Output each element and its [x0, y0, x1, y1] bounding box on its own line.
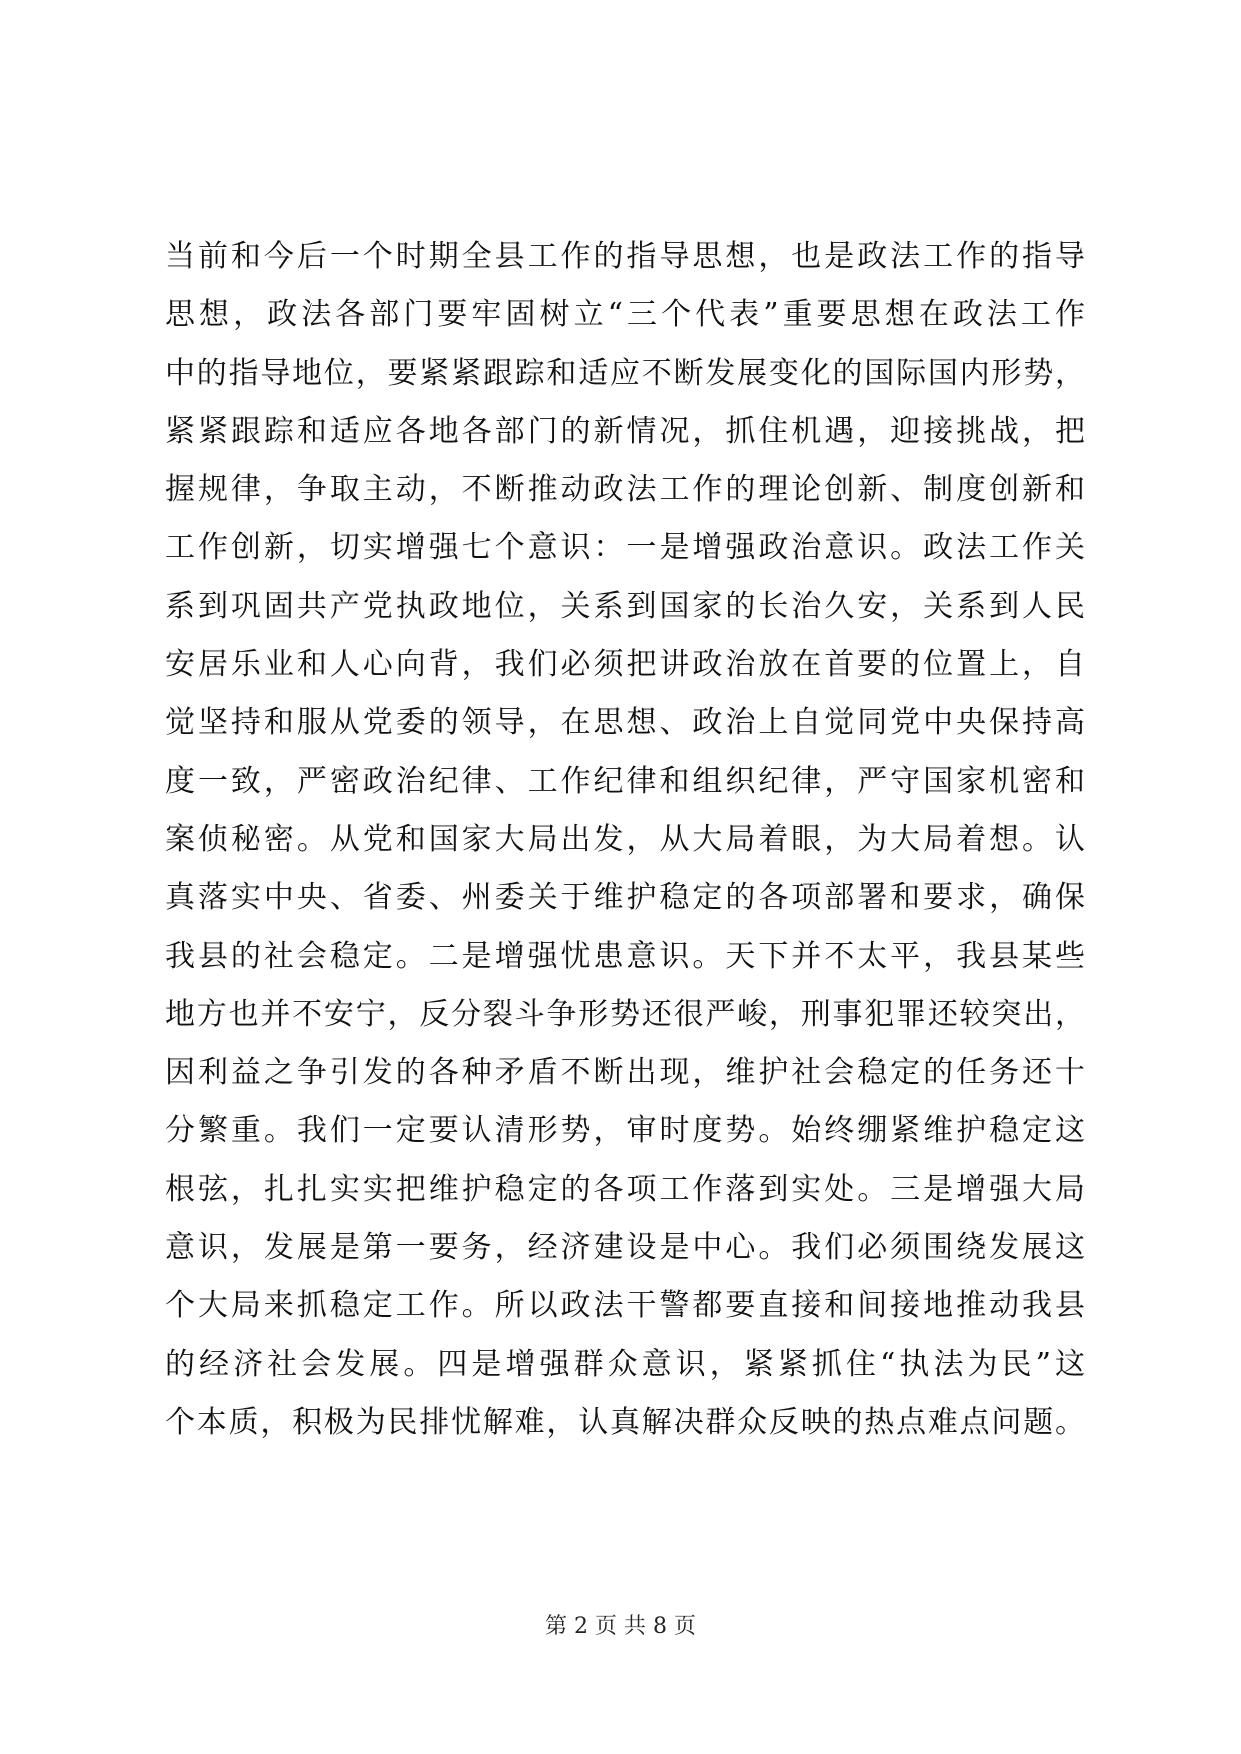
text-line: 根弦，扎扎实实把维护稳定的各项工作落到实处。三是增强大局	[165, 1171, 1085, 1207]
text-line: 地方也并不安宁，反分裂斗争形势还很严峻，刑事犯罪还较突出，	[165, 996, 1085, 1032]
text-line: 真落实中央、省委、州委关于维护稳定的各项部署和要求，确保	[165, 880, 1085, 916]
text-line: 分繁重。我们一定要认清形势，审时度势。始终绷紧维护稳定这	[165, 1113, 1085, 1149]
text-line: 个大局来抓稳定工作。所以政法干警都要直接和间接地推动我县	[165, 1288, 1085, 1324]
text-line: 意识，发展是第一要务，经济建设是中心。我们必须围绕发展这	[165, 1230, 1085, 1266]
text-line: 度一致，严密政治纪律、工作纪律和组织纪律，严守国家机密和	[165, 763, 1085, 799]
text-line: 系到巩固共产党执政地位，关系到国家的长治久安，关系到人民	[165, 588, 1085, 624]
text-line: 案侦秘密。从党和国家大局出发，从大局着眼，为大局着想。认	[165, 821, 1085, 857]
text-line: 因利益之争引发的各种矛盾不断出现，维护社会稳定的任务还十	[165, 1055, 1085, 1091]
text-line: 的经济社会发展。四是增强群众意识，紧紧抓住“执法为民”这	[165, 1346, 1085, 1382]
text-line: 当前和今后一个时期全县工作的指导思想，也是政法工作的指导	[165, 239, 1085, 274]
text-line: 个本质，积极为民排忧解难，认真解决群众反映的热点难点问题。	[165, 1404, 1085, 1440]
page-number-footer: 第 2 页 共 8 页	[545, 1614, 696, 1639]
text-line: 握规律，争取主动，不断推动政法工作的理论创新、制度创新和	[165, 472, 1085, 508]
text-line: 工作创新，切实增强七个意识：一是增强政治意识。政法工作关	[165, 530, 1085, 566]
text-line: 安居乐业和人心向背，我们必须把讲政治放在首要的位置上，自	[165, 647, 1085, 683]
text-line: 思想，政法各部门要牢固树立“三个代表”重要思想在政法工作	[165, 297, 1085, 333]
text-line: 觉坚持和服从党委的领导，在思想、政治上自觉同党中央保持高	[165, 705, 1085, 741]
body-paragraph	[165, 228, 1085, 1452]
text-line: 我县的社会稳定。二是增强忧患意识。天下并不太平，我县某些	[165, 938, 1085, 974]
text-line: 中的指导地位，要紧紧跟踪和适应不断发展变化的国际国内形势，	[165, 355, 1085, 391]
text-line: 紧紧跟踪和适应各地各部门的新情况，抓住机遇，迎接挑战，把	[165, 413, 1085, 449]
